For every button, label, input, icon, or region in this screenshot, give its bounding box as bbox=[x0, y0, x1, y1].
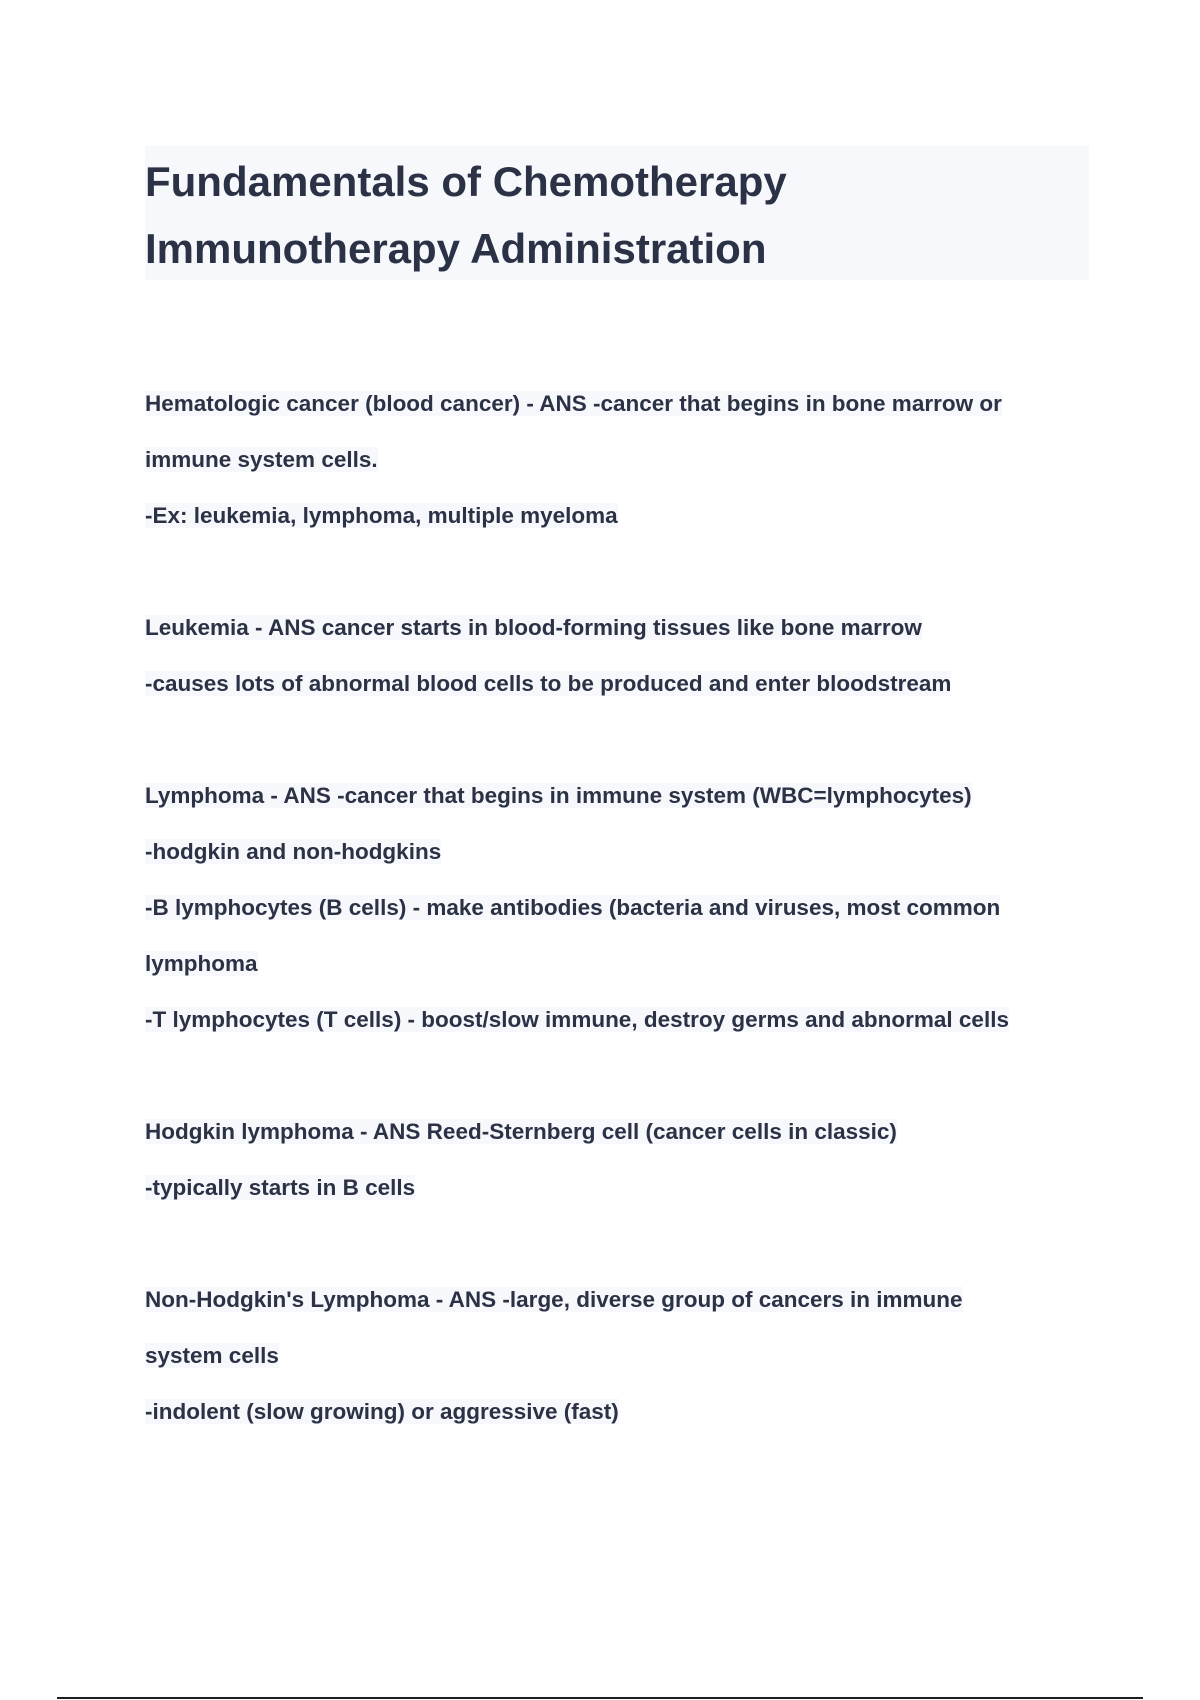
entry-line bbox=[145, 488, 1095, 544]
entry-hematologic-cancer bbox=[145, 376, 1095, 544]
title-line-2: Immunotherapy Administration bbox=[145, 225, 767, 272]
entry-text: Leukemia - ANS cancer starts in blood-forming tissues like bone marrow bbox=[145, 615, 922, 640]
entry-line bbox=[145, 1272, 1095, 1328]
entry-text: -causes lots of abnormal blood cells to be produced and enter bloodstream bbox=[145, 671, 952, 696]
entry-line bbox=[145, 1104, 1095, 1160]
entry-line bbox=[145, 432, 1095, 488]
entry-line bbox=[145, 1328, 1095, 1384]
entry-hodgkin-lymphoma bbox=[145, 1104, 1095, 1216]
entry-line bbox=[145, 936, 1095, 992]
document-title bbox=[145, 146, 1089, 280]
entry-line bbox=[145, 1384, 1095, 1440]
entry-text: system cells bbox=[145, 1343, 279, 1368]
entry-text: -B lymphocytes (B cells) - make antibodies (bacteria and viruses, most common bbox=[145, 895, 1001, 920]
entry-text: immune system cells. bbox=[145, 447, 378, 472]
entry-text: -indolent (slow growing) or aggressive (fast) bbox=[145, 1399, 619, 1424]
entry-line bbox=[145, 376, 1095, 432]
entry-line bbox=[145, 824, 1095, 880]
entry-text: lymphoma bbox=[145, 951, 258, 976]
entry-text: -Ex: leukemia, lymphoma, multiple myeloma bbox=[145, 503, 618, 528]
footer-divider bbox=[57, 1697, 1143, 1699]
entry-line bbox=[145, 656, 1095, 712]
entry-text: Hodgkin lymphoma - ANS Reed-Sternberg cell (cancer cells in classic) bbox=[145, 1119, 897, 1144]
entry-line bbox=[145, 880, 1095, 936]
entry-lymphoma bbox=[145, 768, 1095, 1048]
entry-text: Lymphoma - ANS -cancer that begins in immune system (WBC=lymphocytes) bbox=[145, 783, 972, 808]
entry-line bbox=[145, 600, 1095, 656]
entry-non-hodgkins-lymphoma bbox=[145, 1272, 1095, 1440]
entry-line bbox=[145, 768, 1095, 824]
entry-text: -hodgkin and non-hodgkins bbox=[145, 839, 442, 864]
entry-text: Hematologic cancer (blood cancer) - ANS -cancer that begins in bone marrow or bbox=[145, 391, 1002, 416]
entry-text: Non-Hodgkin's Lymphoma - ANS -large, diverse group of cancers in immune bbox=[145, 1287, 963, 1312]
entry-leukemia bbox=[145, 600, 1095, 712]
entry-text: -typically starts in B cells bbox=[145, 1175, 416, 1200]
document-body bbox=[145, 376, 1095, 1440]
entry-line bbox=[145, 1160, 1095, 1216]
entry-text: -T lymphocytes (T cells) - boost/slow immune, destroy germs and abnormal cells bbox=[145, 1007, 1009, 1032]
entry-line bbox=[145, 992, 1095, 1048]
title-line-1: Fundamentals of Chemotherapy bbox=[145, 158, 787, 205]
